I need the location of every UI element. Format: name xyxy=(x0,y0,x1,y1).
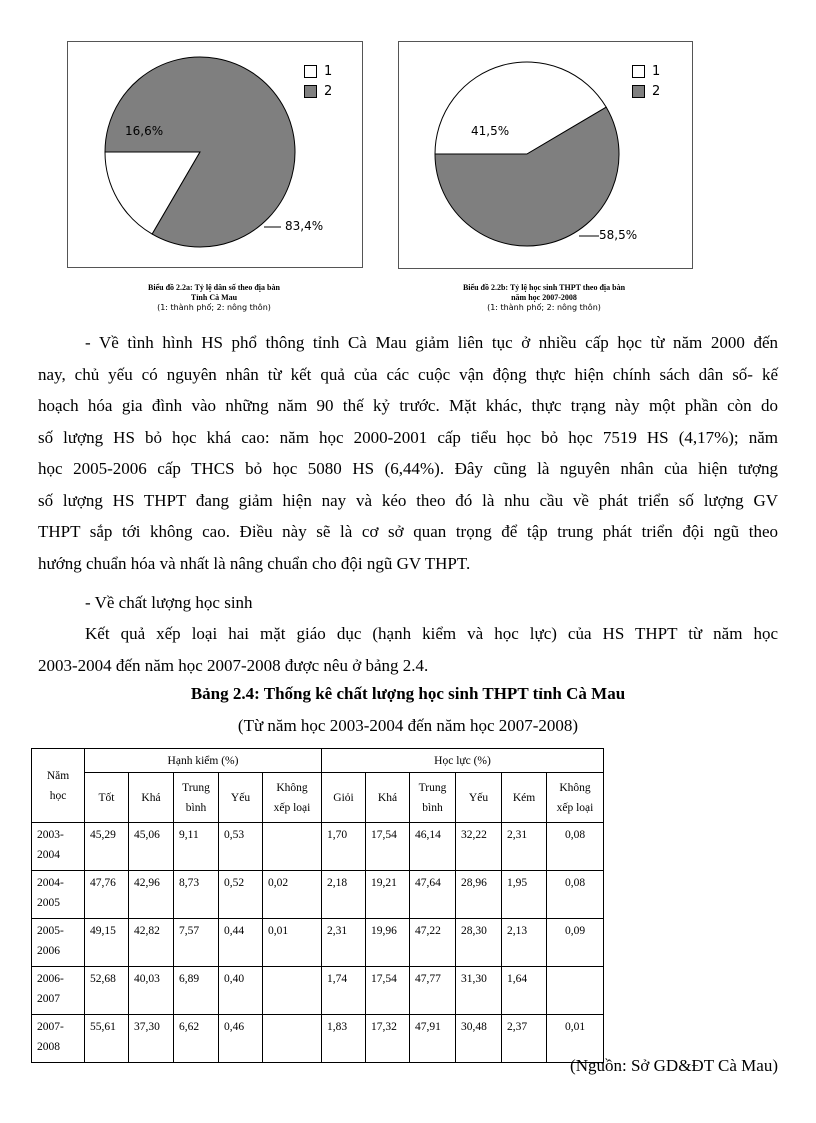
legend-label-2: 2 xyxy=(652,83,661,99)
table-header-conduct: Hạnh kiểm (%) xyxy=(85,749,322,773)
academic-cell: 47,64 xyxy=(410,871,456,919)
academic-cell: 31,30 xyxy=(456,967,502,1015)
table-column-header xyxy=(547,773,604,823)
conduct-cell: 45,06 xyxy=(129,823,174,871)
table-column-header xyxy=(366,773,410,823)
academic-cell: 47,77 xyxy=(410,967,456,1015)
table-column-header xyxy=(263,773,322,823)
table-column-header xyxy=(219,773,263,823)
header-line: Yếu xyxy=(468,791,489,804)
conduct-cell xyxy=(263,967,322,1015)
year-cell xyxy=(32,919,85,967)
academic-cell: 47,91 xyxy=(410,1015,456,1063)
conduct-cell: 42,82 xyxy=(129,919,174,967)
table-column-header xyxy=(174,773,219,823)
paragraph-line: nay, chủ yếu có nguyên nhân từ kết quả của các cuộc vận động thực hiện chính sách dân số- kế xyxy=(38,364,778,384)
legend-item-1 xyxy=(304,61,332,81)
header-line: Yếu xyxy=(230,791,251,804)
header-line: học xyxy=(49,789,67,802)
header-line: Trung xyxy=(418,781,447,794)
chart-b-caption-title: Biểu đồ 2.2b: Tỷ lệ học sinh THPT theo địa bàn xyxy=(462,283,626,292)
table-row xyxy=(32,967,604,1015)
year-cell xyxy=(32,1015,85,1063)
header-line: Không xyxy=(559,781,591,794)
academic-cell: 47,22 xyxy=(410,919,456,967)
academic-cell: 19,21 xyxy=(366,871,410,919)
paragraph-quality-heading xyxy=(38,587,778,619)
legend-item-1 xyxy=(632,61,660,81)
table-subtitle: (Từ năm học 2003-2004 đến năm học 2007-2008) xyxy=(237,716,579,735)
header-line: Kém xyxy=(512,791,536,804)
header-line: bình xyxy=(422,801,443,814)
header-line: Khá xyxy=(141,791,161,804)
conduct-cell xyxy=(263,1015,322,1063)
conduct-cell: 0,52 xyxy=(219,871,263,919)
table-row xyxy=(32,871,604,919)
chart-b-legend xyxy=(632,61,660,101)
legend-swatch-1 xyxy=(632,65,645,78)
header-line: Không xyxy=(276,781,308,794)
conduct-cell: 0,40 xyxy=(219,967,263,1015)
conduct-cell: 0,46 xyxy=(219,1015,263,1063)
year-line: 2004- xyxy=(37,877,64,889)
academic-cell: 0,01 xyxy=(547,1015,604,1063)
paragraph-line: hướng chuẩn hóa và nhất là nâng chuẩn cho đội ngũ GV THPT. xyxy=(38,553,471,573)
conduct-cell: 40,03 xyxy=(129,967,174,1015)
legend-item-2 xyxy=(304,81,332,101)
chart-b-slice-1-label: 41,5% xyxy=(471,124,510,138)
academic-cell: 1,74 xyxy=(322,967,366,1015)
academic-cell: 46,14 xyxy=(410,823,456,871)
year-line: 2006 xyxy=(37,945,60,957)
legend-swatch-1 xyxy=(304,65,317,78)
chart-b-caption-sub: (1: thành phố; 2: nông thôn) xyxy=(487,303,601,312)
year-line: 2004 xyxy=(37,849,60,861)
chart-b-caption xyxy=(394,283,694,313)
conduct-cell: 6,62 xyxy=(174,1015,219,1063)
grade-table xyxy=(31,748,604,1063)
header-line: Tốt xyxy=(98,791,115,804)
conduct-cell: 55,61 xyxy=(85,1015,129,1063)
academic-cell: 2,31 xyxy=(322,919,366,967)
legend-swatch-2 xyxy=(632,85,645,98)
header-line: xếp loại xyxy=(556,801,594,814)
chart-a-caption-title-2: Tỉnh Cà Mau xyxy=(190,293,238,302)
academic-cell: 1,83 xyxy=(322,1015,366,1063)
chart-a-caption-sub: (1: thành phố; 2: nông thôn) xyxy=(157,303,271,312)
academic-cell: 17,54 xyxy=(366,823,410,871)
conduct-cell: 42,96 xyxy=(129,871,174,919)
academic-cell: 32,22 xyxy=(456,823,502,871)
table-column-header xyxy=(129,773,174,823)
header-line: Khá xyxy=(377,791,398,804)
conduct-cell: 37,30 xyxy=(129,1015,174,1063)
table-row xyxy=(32,1015,604,1063)
conduct-cell: 9,11 xyxy=(174,823,219,871)
academic-cell: 1,64 xyxy=(502,967,547,1015)
paragraph-line: số lượng HS THPT đang giảm hiện nay và kéo theo đó là nhu cầu về phát triển số lượng GV xyxy=(38,490,778,510)
conduct-cell: 0,01 xyxy=(263,919,322,967)
table-column-header xyxy=(85,773,129,823)
academic-cell: 30,48 xyxy=(456,1015,502,1063)
academic-cell: 0,09 xyxy=(547,919,604,967)
table-source: (Nguồn: Sở GD&ĐT Cà Mau) xyxy=(570,1056,778,1075)
table-header-year xyxy=(32,749,85,823)
conduct-cell: 7,57 xyxy=(174,919,219,967)
table-row xyxy=(32,919,604,967)
academic-cell: 17,32 xyxy=(366,1015,410,1063)
header-line: bình xyxy=(185,801,207,814)
chart-a-slice-1-label: 16,6% xyxy=(125,124,164,138)
academic-cell: 1,95 xyxy=(502,871,547,919)
year-line: 2007 xyxy=(37,993,60,1005)
academic-cell xyxy=(547,967,604,1015)
paragraph-line: hoạch hóa gia đình vào những năm 90 thế kỷ trước. Mặt khác, thực trạng này một phần còn do xyxy=(38,396,778,415)
table-title: Bảng 2.4: Thống kê chất lượng học sinh THPT tỉnh Cà Mau xyxy=(190,684,626,703)
chart-a-slice-2-label: 83,4% xyxy=(285,219,324,233)
table-column-header xyxy=(456,773,502,823)
year-line: 2006- xyxy=(37,973,64,985)
year-line: 2008 xyxy=(37,1041,60,1053)
chart-b-caption-title-2: năm học 2007-2008 xyxy=(511,293,577,302)
table-row xyxy=(32,823,604,871)
year-cell xyxy=(32,823,85,871)
year-line: 2005- xyxy=(37,925,64,937)
conduct-cell: 49,15 xyxy=(85,919,129,967)
academic-cell: 17,54 xyxy=(366,967,410,1015)
legend-swatch-2 xyxy=(304,85,317,98)
paragraph-line: - Về tình hình HS phổ thông tỉnh Cà Mau giảm liên tục ở nhiều cấp học từ năm 2000 đến xyxy=(85,333,778,352)
legend-item-2 xyxy=(632,81,660,101)
conduct-cell: 47,76 xyxy=(85,871,129,919)
table-column-header xyxy=(410,773,456,823)
chart-a-legend xyxy=(304,61,332,101)
year-line: 2005 xyxy=(37,897,60,909)
legend-label-2: 2 xyxy=(324,83,333,99)
conduct-cell: 0,44 xyxy=(219,919,263,967)
academic-cell: 0,08 xyxy=(547,823,604,871)
header-line: xếp loại xyxy=(273,801,311,814)
year-cell xyxy=(32,871,85,919)
chart-a-caption-title: Biểu đồ 2.2a: Tỷ lệ dân số theo địa bàn xyxy=(148,283,280,292)
table-header-academic: Học lực (%) xyxy=(322,749,604,773)
chart-a-caption xyxy=(64,283,364,313)
paragraph-enrollment xyxy=(38,327,778,579)
legend-label-1: 1 xyxy=(652,63,661,79)
paragraph-line: - Về chất lượng học sinh xyxy=(85,593,253,612)
header-line: Trung xyxy=(182,781,210,794)
conduct-cell: 6,89 xyxy=(174,967,219,1015)
conduct-cell: 0,02 xyxy=(263,871,322,919)
conduct-cell: 52,68 xyxy=(85,967,129,1015)
conduct-cell: 0,53 xyxy=(219,823,263,871)
academic-cell: 2,31 xyxy=(502,823,547,871)
academic-cell: 2,37 xyxy=(502,1015,547,1063)
academic-cell: 19,96 xyxy=(366,919,410,967)
table-column-header xyxy=(502,773,547,823)
year-line: 2003- xyxy=(37,829,64,841)
conduct-cell: 8,73 xyxy=(174,871,219,919)
paragraph-line: học 2005-2006 cấp THCS bỏ học 5080 HS (6,44%). Đây cũng là nguyên nhân của hiện tượng xyxy=(38,459,778,478)
paragraph-line: Kết quả xếp loại hai mặt giáo dục (hạnh kiểm và học lực) của HS THPT từ năm học xyxy=(85,624,778,643)
paragraph-quality xyxy=(38,618,778,681)
year-cell xyxy=(32,967,85,1015)
academic-cell: 1,70 xyxy=(322,823,366,871)
year-line: 2007- xyxy=(37,1021,64,1033)
academic-cell: 0,08 xyxy=(547,871,604,919)
academic-cell: 2,13 xyxy=(502,919,547,967)
chart-b-slice-2-label: 58,5% xyxy=(599,228,638,242)
header-line: Giỏi xyxy=(333,791,354,804)
paragraph-line: 2003-2004 đến năm học 2007-2008 được nêu ở bảng 2.4. xyxy=(38,655,429,675)
paragraph-line: số lượng HS bỏ học khá cao: năm học 2000-2001 cấp tiểu học bỏ học 7519 HS (4,17%); năm xyxy=(38,427,778,447)
legend-label-1: 1 xyxy=(324,63,333,79)
academic-cell: 28,96 xyxy=(456,871,502,919)
chart-a-frame xyxy=(67,41,363,268)
academic-cell: 2,18 xyxy=(322,871,366,919)
conduct-cell xyxy=(263,823,322,871)
paragraph-line: THPT sắp tới không cao. Điều này sẽ là cơ sở quan trọng để tập trung phát triển đội ngũ theo xyxy=(38,522,778,541)
conduct-cell: 45,29 xyxy=(85,823,129,871)
chart-b-frame xyxy=(398,41,693,269)
header-line: Năm xyxy=(46,769,70,782)
table-column-header xyxy=(322,773,366,823)
academic-cell: 28,30 xyxy=(456,919,502,967)
